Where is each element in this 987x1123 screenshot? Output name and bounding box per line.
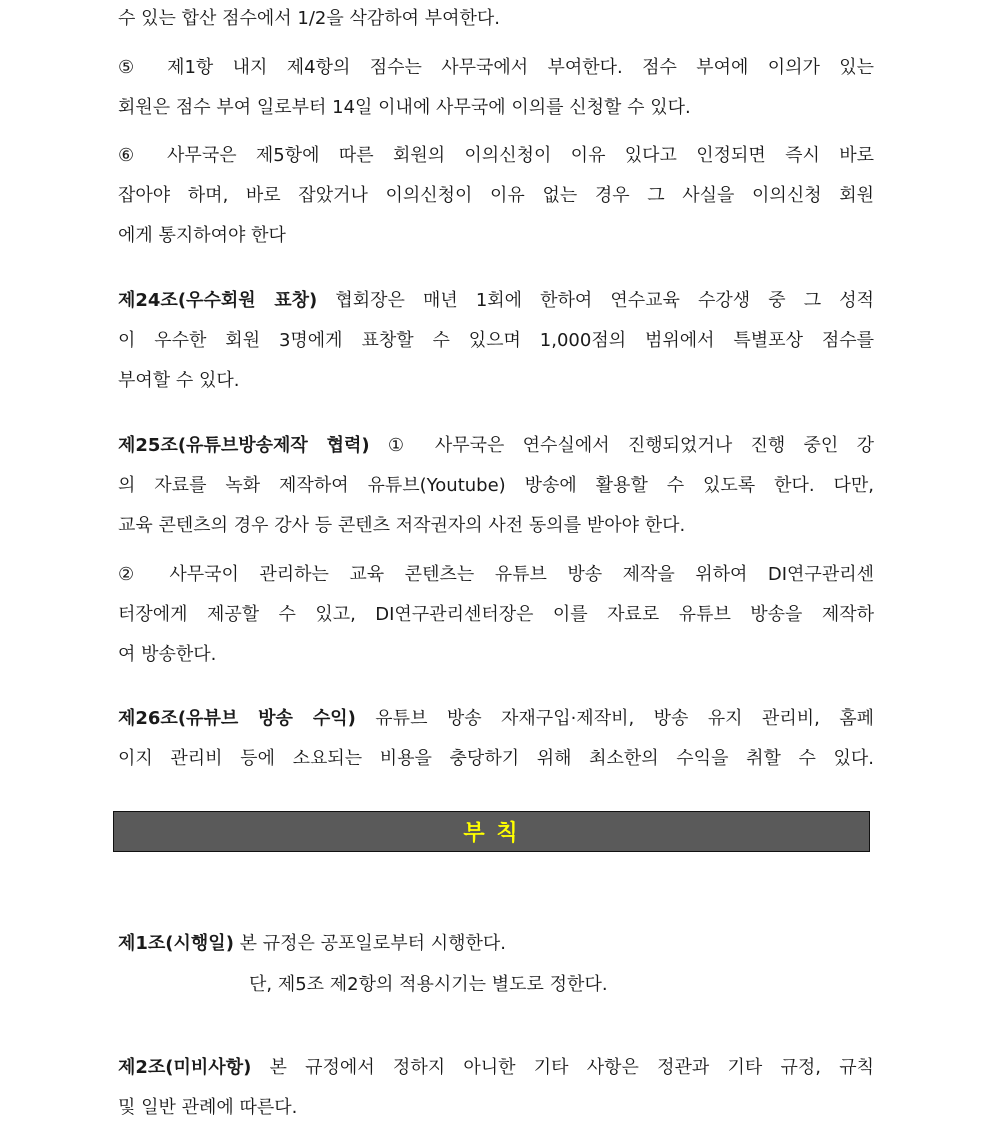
supplementary-provisions-banner: [113, 811, 870, 852]
article23-paragraph5-line2: 회원은 점수 부여 일로부터 14일 이내에 사무국에 이의를 신청할 수 있다.: [118, 97, 691, 118]
article23-paragraph6-line3: 에게 통지하여야 한다: [118, 225, 286, 246]
article25-paragraph2-line3: 여 방송한다.: [118, 644, 217, 665]
supplementary-provisions-heading: 부 칙: [463, 821, 520, 846]
article25-paragraph2-line2: 터장에게 제공할 수 있고, DI연구관리센터장은 이를 자료로 유튜브 방송을 제작하: [118, 604, 874, 625]
article25-paragraph2-line1: ② 사무국이 관리하는 교육 콘텐츠는 유튜브 방송 제작을 위하여 DI연구관리센: [118, 564, 874, 585]
article26-title: 제26조(유뷰브 방송 수익): [118, 708, 356, 729]
article23-paragraph5-line1: ⑤ 제1항 내지 제4항의 점수는 사무국에서 부여한다. 점수 부여에 이의가 있는: [118, 57, 874, 78]
article24-line2: 이 우수한 회원 3명에게 표창할 수 있으며 1,000점의 범위에서 특별포상 점수를: [118, 330, 874, 351]
article24-line1: [118, 288, 874, 314]
article26-line1: [118, 706, 874, 732]
supplementary-article1-line1-text: 본 규정은 공포일로부터 시행한다.: [233, 933, 506, 954]
supplementary-article1-line2: 단, 제5조 제2항의 적용시기는 별도로 정한다.: [249, 974, 608, 995]
article25-line3: 교육 콘텐츠의 경우 강사 등 콘텐츠 저작권자의 사전 동의를 받아야 한다.: [118, 515, 686, 536]
article23-paragraph6-line1: ⑥ 사무국은 제5항에 따른 회원의 이의신청이 이유 있다고 인정되면 즉시 바로: [118, 145, 874, 166]
article23-line: 수 있는 합산 점수에서 1/2을 삭감하여 부여한다.: [118, 8, 501, 29]
article24-title: 제24조(우수회원 표창): [118, 290, 318, 311]
article24-line1-text: 협회장은 매년 1회에 한하여 연수교육 수강생 중 그 성적: [317, 290, 875, 311]
supplementary-article2-line1: [118, 1055, 874, 1081]
article26-line1-text: 유튜브 방송 자재구입·제작비, 방송 유지 관리비, 홈페: [355, 708, 874, 729]
supplementary-article1-title: 제1조(시행일): [118, 933, 234, 954]
supplementary-article2-line1-text: 본 규정에서 정하지 아니한 기타 사항은 정관과 기타 규정, 규칙: [251, 1057, 874, 1078]
article24-line3: 부여할 수 있다.: [118, 370, 240, 391]
article26-line2: 이지 관리비 등에 소요되는 비용을 충당하기 위해 최소한의 수익을 취할 수 있다.: [118, 748, 874, 769]
article25-line1-text: ① 사무국은 연수실에서 진행되었거나 진행 중인 강: [369, 435, 874, 456]
article25-line2: 의 자료를 녹화 제작하여 유튜브(Youtube) 방송에 활용할 수 있도록 한다. 다만,: [118, 475, 874, 496]
supplementary-article1-line1: [118, 931, 874, 957]
article25-title: 제25조(유튜브방송제작 협력): [118, 435, 370, 456]
article25-line1: [118, 433, 874, 459]
supplementary-article2-line2: 및 일반 관례에 따른다.: [118, 1097, 298, 1118]
supplementary-article2-title: 제2조(미비사항): [118, 1057, 252, 1078]
article23-paragraph6-line2: 잡아야 하며, 바로 잡았거나 이의신청이 이유 없는 경우 그 사실을 이의신청 회원: [118, 185, 874, 206]
